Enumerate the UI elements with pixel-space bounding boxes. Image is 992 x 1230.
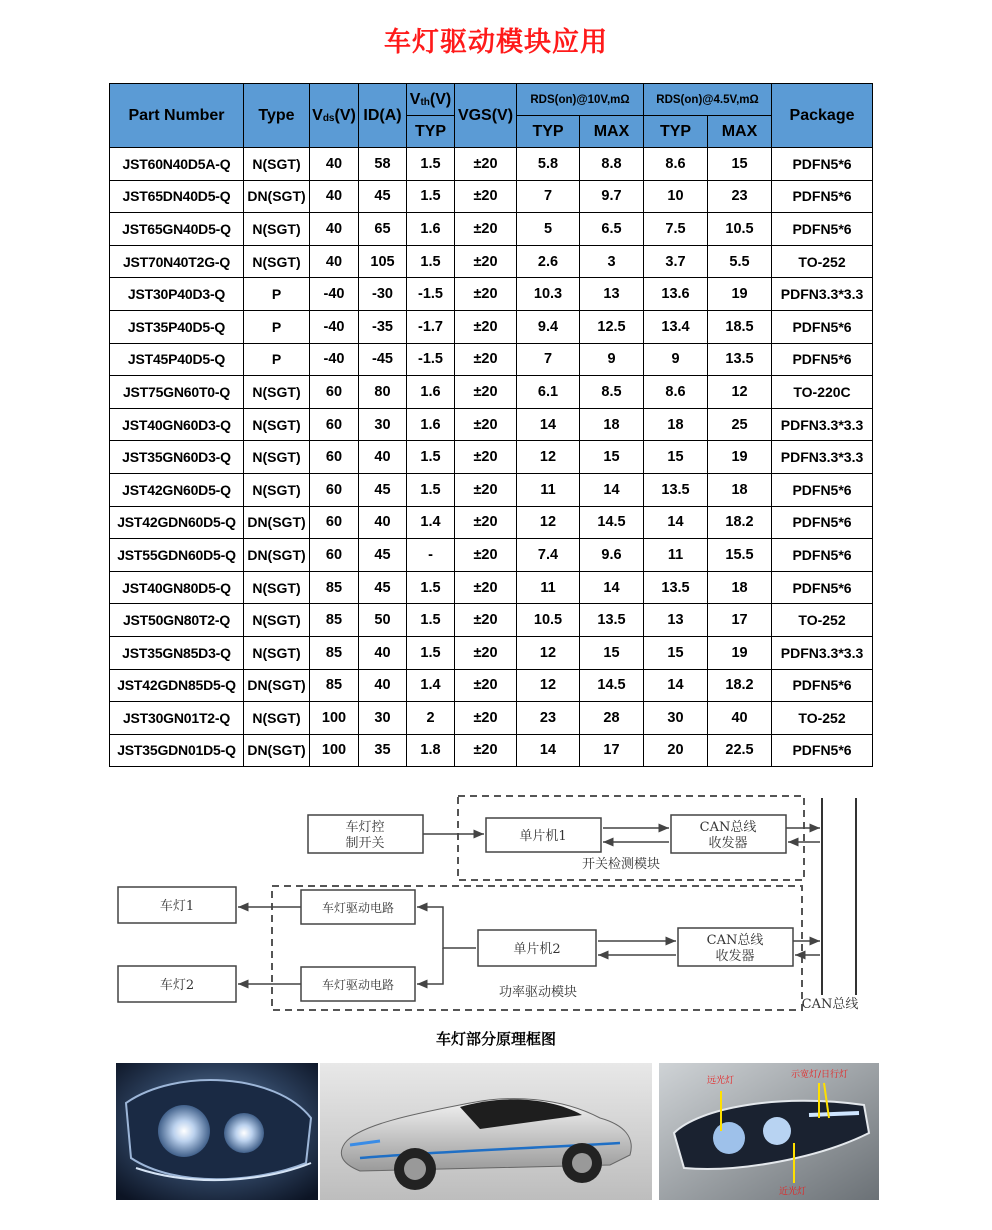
cell-rds45-typ: 20	[644, 734, 708, 767]
cell-vds: 85	[310, 669, 359, 702]
cell-rds45-typ: 13.5	[644, 473, 708, 506]
cell-type: DN(SGT)	[244, 180, 310, 213]
cell-vth-typ: 1.5	[407, 245, 455, 278]
cell-rds10-max: 15	[580, 441, 644, 474]
table-row	[110, 734, 873, 767]
label-low-beam: 近光灯	[779, 1187, 807, 1197]
cell-package: TO-220C	[772, 376, 873, 409]
cell-vgs: ±20	[455, 636, 517, 669]
cell-rds10-typ: 12	[517, 506, 580, 539]
mcu1-box	[486, 818, 601, 852]
cell-part-number: JST30GN01T2-Q	[110, 702, 244, 735]
cell-type: N(SGT)	[244, 213, 310, 246]
header-part-number: Part Number	[110, 84, 244, 148]
cell-vth-typ: 1.5	[407, 180, 455, 213]
cell-rds45-typ: 11	[644, 539, 708, 572]
cell-vds: 60	[310, 473, 359, 506]
cell-type: N(SGT)	[244, 636, 310, 669]
cell-vth-typ: 1.6	[407, 376, 455, 409]
header-vth: $V_{th}(V)$	[407, 84, 455, 116]
cell-id: 30	[359, 702, 407, 735]
cell-rds10-typ: 12	[517, 669, 580, 702]
cell-vth-typ: 1.5	[407, 441, 455, 474]
headlight-labeled-photo	[659, 1063, 879, 1200]
cell-vgs: ±20	[455, 343, 517, 376]
cell-part-number: JST65GN40D5-Q	[110, 213, 244, 246]
cell-vth-typ: -1.7	[407, 310, 455, 343]
cell-vgs: ±20	[455, 702, 517, 735]
driver1-label: 车灯驱动电路	[321, 901, 395, 915]
cell-rds45-typ: 7.5	[644, 213, 708, 246]
cell-type: P	[244, 278, 310, 311]
cell-type: N(SGT)	[244, 245, 310, 278]
cell-vth-typ: 1.5	[407, 148, 455, 181]
cell-rds10-max: 13	[580, 278, 644, 311]
cell-part-number: JST42GDN85D5-Q	[110, 669, 244, 702]
cell-vds: 40	[310, 245, 359, 278]
cell-rds45-max: 18.2	[708, 669, 772, 702]
cell-id: 105	[359, 245, 407, 278]
cell-package: PDFN3.3*3.3	[772, 441, 873, 474]
cell-rds10-max: 8.5	[580, 376, 644, 409]
cell-rds45-typ: 13.4	[644, 310, 708, 343]
cell-vgs: ±20	[455, 473, 517, 506]
table-row	[110, 604, 873, 637]
cell-vth-typ: 1.5	[407, 571, 455, 604]
sports-car-photo	[320, 1063, 652, 1200]
cell-type: N(SGT)	[244, 604, 310, 637]
cell-part-number: JST40GN60D3-Q	[110, 408, 244, 441]
cell-id: 65	[359, 213, 407, 246]
cell-rds10-typ: 7	[517, 180, 580, 213]
table-row	[110, 441, 873, 474]
cell-rds45-typ: 18	[644, 408, 708, 441]
cell-rds10-typ: 11	[517, 473, 580, 506]
cell-part-number: JST50GN80T2-Q	[110, 604, 244, 637]
cell-id: 45	[359, 473, 407, 506]
cell-vgs: ±20	[455, 180, 517, 213]
cell-vds: 60	[310, 539, 359, 572]
cell-rds10-typ: 23	[517, 702, 580, 735]
cell-part-number: JST55GDN60D5-Q	[110, 539, 244, 572]
cell-part-number: JST42GDN60D5-Q	[110, 506, 244, 539]
cell-rds10-typ: 12	[517, 441, 580, 474]
cell-vgs: ±20	[455, 213, 517, 246]
cell-vds: 85	[310, 604, 359, 637]
cell-part-number: JST35GDN01D5-Q	[110, 734, 244, 767]
cell-rds10-typ: 5	[517, 213, 580, 246]
cell-id: 45	[359, 180, 407, 213]
cell-rds45-max: 18	[708, 473, 772, 506]
table-row	[110, 310, 873, 343]
header-rds10-max: MAX	[580, 116, 644, 148]
cell-vgs: ±20	[455, 245, 517, 278]
block-diagram	[108, 790, 868, 1015]
table-row	[110, 539, 873, 572]
cell-rds45-max: 19	[708, 278, 772, 311]
cell-rds10-typ: 7	[517, 343, 580, 376]
cell-rds10-max: 9.7	[580, 180, 644, 213]
cell-vgs: ±20	[455, 408, 517, 441]
cell-type: N(SGT)	[244, 473, 310, 506]
cell-type: N(SGT)	[244, 702, 310, 735]
cell-id: -45	[359, 343, 407, 376]
cell-rds10-max: 18	[580, 408, 644, 441]
cell-vth-typ: -1.5	[407, 278, 455, 311]
cell-package: PDFN5*6	[772, 148, 873, 181]
cell-rds10-typ: 12	[517, 636, 580, 669]
cell-package: TO-252	[772, 604, 873, 637]
cell-rds10-typ: 9.4	[517, 310, 580, 343]
cell-type: N(SGT)	[244, 571, 310, 604]
cell-rds45-typ: 3.7	[644, 245, 708, 278]
cell-type: DN(SGT)	[244, 734, 310, 767]
cell-rds10-max: 14.5	[580, 506, 644, 539]
cell-rds10-typ: 11	[517, 571, 580, 604]
cell-id: -30	[359, 278, 407, 311]
cell-rds10-typ: 10.3	[517, 278, 580, 311]
cell-vds: -40	[310, 343, 359, 376]
cell-rds10-max: 9	[580, 343, 644, 376]
table-row	[110, 669, 873, 702]
cell-vth-typ: 1.4	[407, 506, 455, 539]
cell-rds10-max: 14	[580, 571, 644, 604]
mosfet-spec-table	[109, 83, 873, 767]
driver1-box	[301, 890, 415, 924]
can-transceiver2-box	[678, 928, 793, 966]
header-rds45-max: MAX	[708, 116, 772, 148]
cell-rds45-max: 19	[708, 636, 772, 669]
cell-rds45-typ: 13	[644, 604, 708, 637]
cell-rds45-typ: 10	[644, 180, 708, 213]
cell-id: 40	[359, 669, 407, 702]
cell-id: 58	[359, 148, 407, 181]
cell-type: N(SGT)	[244, 408, 310, 441]
cell-package: PDFN3.3*3.3	[772, 408, 873, 441]
cell-rds45-max: 5.5	[708, 245, 772, 278]
lamp2-label: 车灯2	[159, 978, 195, 993]
cell-vth-typ: 1.4	[407, 669, 455, 702]
cell-rds45-typ: 15	[644, 636, 708, 669]
cell-package: PDFN5*6	[772, 539, 873, 572]
cell-type: N(SGT)	[244, 441, 310, 474]
cell-part-number: JST35GN85D3-Q	[110, 636, 244, 669]
cell-rds45-max: 13.5	[708, 343, 772, 376]
cell-rds45-max: 22.5	[708, 734, 772, 767]
table-row	[110, 473, 873, 506]
cell-part-number: JST42GN60D5-Q	[110, 473, 244, 506]
table-row	[110, 636, 873, 669]
cell-vth-typ: 1.6	[407, 408, 455, 441]
cell-part-number: JST40GN80D5-Q	[110, 571, 244, 604]
cell-rds45-typ: 30	[644, 702, 708, 735]
header-vth-typ: TYP	[407, 116, 455, 148]
cell-vds: -40	[310, 278, 359, 311]
cell-part-number: JST45P40D5-Q	[110, 343, 244, 376]
can-bus-label: CAN总线	[801, 997, 859, 1012]
header-package: Package	[772, 84, 873, 148]
table-row	[110, 506, 873, 539]
cell-rds45-max: 23	[708, 180, 772, 213]
cell-rds10-max: 14.5	[580, 669, 644, 702]
cell-rds45-max: 12	[708, 376, 772, 409]
cell-type: DN(SGT)	[244, 669, 310, 702]
driver2-box	[301, 967, 415, 1001]
label-drl: 示宽灯/日行灯	[791, 1070, 849, 1080]
cell-package: PDFN5*6	[772, 213, 873, 246]
cell-vgs: ±20	[455, 441, 517, 474]
driver2-label: 车灯驱动电路	[321, 978, 395, 992]
cell-rds10-max: 13.5	[580, 604, 644, 637]
cell-rds45-max: 18.2	[708, 506, 772, 539]
cell-vds: 40	[310, 180, 359, 213]
cell-rds45-max: 15.5	[708, 539, 772, 572]
cell-package: PDFN5*6	[772, 310, 873, 343]
cell-vgs: ±20	[455, 148, 517, 181]
mcu1-label: 单片机1	[519, 829, 567, 844]
switch-box-line1: 车灯控	[345, 820, 385, 835]
cell-type: P	[244, 310, 310, 343]
cell-vds: 85	[310, 571, 359, 604]
table-row	[110, 376, 873, 409]
cell-rds45-typ: 13.5	[644, 571, 708, 604]
cell-vth-typ: 1.5	[407, 604, 455, 637]
cell-rds45-max: 10.5	[708, 213, 772, 246]
page-title: 车灯驱动模块应用	[384, 27, 608, 58]
cell-package: PDFN5*6	[772, 473, 873, 506]
cell-package: TO-252	[772, 245, 873, 278]
cell-rds10-typ: 5.8	[517, 148, 580, 181]
cell-rds45-typ: 14	[644, 669, 708, 702]
switch-module-label: 开关检测模块	[581, 857, 661, 872]
cell-type: DN(SGT)	[244, 539, 310, 572]
cell-package: TO-252	[772, 702, 873, 735]
switch-box-line2: 制开关	[345, 836, 385, 851]
cell-part-number: JST35GN60D3-Q	[110, 441, 244, 474]
diagram-caption: 车灯部分原理框图	[435, 1030, 556, 1048]
cell-rds45-typ: 15	[644, 441, 708, 474]
cell-vds: 60	[310, 376, 359, 409]
cell-vth-typ: 1.8	[407, 734, 455, 767]
cell-rds10-typ: 10.5	[517, 604, 580, 637]
table-row	[110, 702, 873, 735]
cell-part-number: JST60N40D5A-Q	[110, 148, 244, 181]
cell-vth-typ: 2	[407, 702, 455, 735]
cell-vds: 100	[310, 734, 359, 767]
table-row	[110, 343, 873, 376]
cell-package: PDFN5*6	[772, 506, 873, 539]
cell-rds10-max: 6.5	[580, 213, 644, 246]
cell-package: PDFN5*6	[772, 734, 873, 767]
cell-package: PDFN5*6	[772, 180, 873, 213]
header-vgs: VGS(V)	[455, 84, 517, 148]
lamp1-box	[118, 887, 236, 923]
table-row	[110, 571, 873, 604]
cell-rds45-max: 18.5	[708, 310, 772, 343]
mcu2-label: 单片机2	[513, 942, 561, 957]
cell-id: 30	[359, 408, 407, 441]
cell-part-number: JST65DN40D5-Q	[110, 180, 244, 213]
cell-rds10-typ: 6.1	[517, 376, 580, 409]
cell-type: DN(SGT)	[244, 506, 310, 539]
lamp1-label: 车灯1	[159, 899, 195, 914]
cell-rds45-max: 19	[708, 441, 772, 474]
cell-package: PDFN3.3*3.3	[772, 278, 873, 311]
cell-part-number: JST75GN60T0-Q	[110, 376, 244, 409]
cell-rds10-max: 28	[580, 702, 644, 735]
cell-rds45-typ: 13.6	[644, 278, 708, 311]
cell-vds: 85	[310, 636, 359, 669]
table-row	[110, 148, 873, 181]
cell-vds: 40	[310, 148, 359, 181]
header-rds45-typ: TYP	[644, 116, 708, 148]
cell-vth-typ: 1.6	[407, 213, 455, 246]
cell-vth-typ: -	[407, 539, 455, 572]
cell-rds45-typ: 8.6	[644, 376, 708, 409]
cell-package: PDFN3.3*3.3	[772, 636, 873, 669]
can1-line2: 收发器	[708, 836, 748, 851]
cell-rds45-typ: 8.6	[644, 148, 708, 181]
label-high-beam: 远光灯	[707, 1076, 735, 1086]
lamp2-box	[118, 966, 236, 1002]
header-rds10-typ: TYP	[517, 116, 580, 148]
can1-line1: CAN总线	[699, 820, 757, 835]
cell-rds10-max: 8.8	[580, 148, 644, 181]
cell-rds45-max: 40	[708, 702, 772, 735]
cell-id: 40	[359, 506, 407, 539]
power-module-label: 功率驱动模块	[498, 985, 578, 1000]
lamp-control-switch-box	[308, 815, 423, 853]
table-row	[110, 213, 873, 246]
cell-rds10-max: 15	[580, 636, 644, 669]
cell-vds: 60	[310, 408, 359, 441]
cell-vgs: ±20	[455, 539, 517, 572]
cell-id: 45	[359, 571, 407, 604]
cell-vds: 100	[310, 702, 359, 735]
cell-rds45-typ: 14	[644, 506, 708, 539]
cell-vgs: ±20	[455, 278, 517, 311]
header-type: Type	[244, 84, 310, 148]
cell-rds45-typ: 9	[644, 343, 708, 376]
mcu2-box	[478, 930, 596, 966]
cell-type: N(SGT)	[244, 148, 310, 181]
can2-line2: 收发器	[715, 949, 755, 964]
cell-vgs: ±20	[455, 604, 517, 637]
header-vds: $V_{ds}(V)$	[310, 84, 359, 148]
header-id: ID(A)	[359, 84, 407, 148]
headlight-photo	[116, 1063, 318, 1200]
cell-vgs: ±20	[455, 669, 517, 702]
cell-rds10-max: 14	[580, 473, 644, 506]
cell-rds45-max: 17	[708, 604, 772, 637]
cell-vgs: ±20	[455, 734, 517, 767]
header-rds-10v: RDS(on)@10V,mΩ	[517, 84, 644, 116]
cell-rds45-max: 15	[708, 148, 772, 181]
cell-part-number: JST70N40T2G-Q	[110, 245, 244, 278]
cell-rds10-typ: 14	[517, 408, 580, 441]
cell-rds10-max: 3	[580, 245, 644, 278]
cell-id: 40	[359, 636, 407, 669]
cell-package: PDFN5*6	[772, 343, 873, 376]
cell-vgs: ±20	[455, 310, 517, 343]
cell-vds: -40	[310, 310, 359, 343]
cell-rds10-typ: 2.6	[517, 245, 580, 278]
cell-vgs: ±20	[455, 506, 517, 539]
cell-vds: 40	[310, 213, 359, 246]
cell-package: PDFN5*6	[772, 669, 873, 702]
cell-vgs: ±20	[455, 571, 517, 604]
cell-rds10-max: 9.6	[580, 539, 644, 572]
cell-vth-typ: 1.5	[407, 636, 455, 669]
cell-rds10-typ: 14	[517, 734, 580, 767]
cell-rds45-max: 18	[708, 571, 772, 604]
table-row	[110, 180, 873, 213]
cell-vds: 60	[310, 506, 359, 539]
can-transceiver1-box	[671, 815, 786, 853]
cell-rds10-typ: 7.4	[517, 539, 580, 572]
cell-id: 35	[359, 734, 407, 767]
table-row	[110, 245, 873, 278]
cell-id: 80	[359, 376, 407, 409]
header-rds-4v5: RDS(on)@4.5V,mΩ	[644, 84, 772, 116]
cell-id: 45	[359, 539, 407, 572]
table-row	[110, 408, 873, 441]
cell-package: PDFN5*6	[772, 571, 873, 604]
cell-vth-typ: -1.5	[407, 343, 455, 376]
cell-type: P	[244, 343, 310, 376]
can2-line1: CAN总线	[706, 933, 764, 948]
cell-rds10-max: 12.5	[580, 310, 644, 343]
cell-type: N(SGT)	[244, 376, 310, 409]
table-row	[110, 278, 873, 311]
cell-vds: 60	[310, 441, 359, 474]
cell-vgs: ±20	[455, 376, 517, 409]
cell-rds45-max: 25	[708, 408, 772, 441]
cell-vth-typ: 1.5	[407, 473, 455, 506]
cell-rds10-max: 17	[580, 734, 644, 767]
cell-part-number: JST30P40D3-Q	[110, 278, 244, 311]
cell-id: -35	[359, 310, 407, 343]
cell-id: 50	[359, 604, 407, 637]
cell-id: 40	[359, 441, 407, 474]
cell-part-number: JST35P40D5-Q	[110, 310, 244, 343]
